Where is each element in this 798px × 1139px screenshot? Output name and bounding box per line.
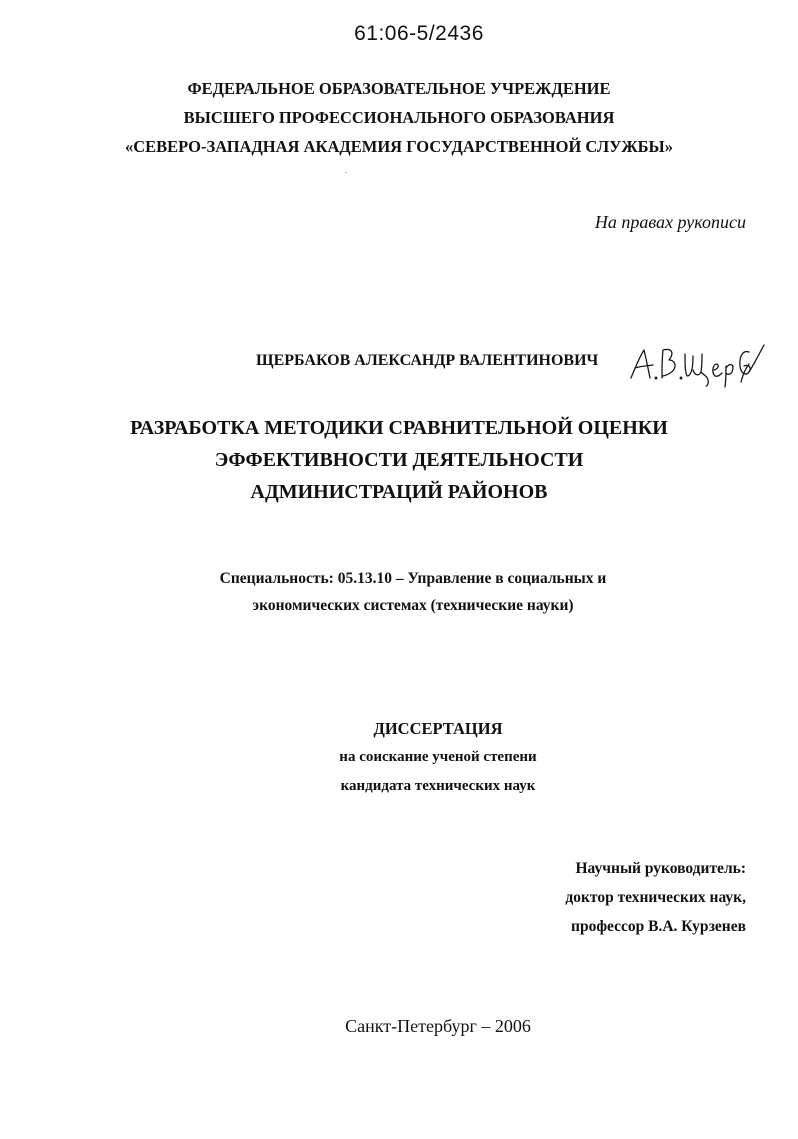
dissertation-title bbox=[0, 412, 798, 508]
author-row bbox=[0, 342, 798, 390]
supervisor-degree: доктор технических наук, bbox=[565, 889, 746, 906]
dissertation-block bbox=[0, 714, 798, 801]
signature-image bbox=[625, 342, 770, 388]
city-year: Санкт-Петербург – 2006 bbox=[345, 1016, 531, 1036]
author-name: ЩЕРБАКОВ АЛЕКСАНДР ВАЛЕНТИНОВИЧ bbox=[256, 352, 599, 369]
archive-code: 61:06-5/2436 bbox=[354, 22, 484, 45]
specialty-line: Специальность: 05.13.10 – Управление в социальных и bbox=[219, 570, 607, 587]
dissertation-heading: ДИССЕРТАЦИЯ bbox=[373, 719, 503, 738]
supervisor-label: Научный руководитель: bbox=[575, 860, 746, 877]
degree-line: кандидата технических наук bbox=[340, 778, 536, 794]
institution-line: ВЫСШЕГО ПРОФЕССИОНАЛЬНОГО ОБРАЗОВАНИЯ bbox=[183, 108, 615, 127]
rights-note: На правах рукописи bbox=[594, 212, 746, 232]
scan-speck bbox=[345, 172, 347, 173]
specialty-line: экономических системах (технические науки) bbox=[252, 597, 574, 614]
institution-line: ФЕДЕРАЛЬНОЕ ОБРАЗОВАТЕЛЬНОЕ УЧРЕЖДЕНИЕ bbox=[187, 79, 611, 98]
institution-line: «СЕВЕРО-ЗАПАДНАЯ АКАДЕМИЯ ГОСУДАРСТВЕННОЙ СЛУЖБЫ» bbox=[125, 137, 673, 156]
supervisor-name: профессор В.А. Курзенев bbox=[571, 918, 746, 935]
institution-block bbox=[0, 74, 798, 161]
title-line: ЭФФЕКТИВНОСТИ ДЕЯТЕЛЬНОСТИ bbox=[214, 449, 584, 471]
title-line: РАЗРАБОТКА МЕТОДИКИ СРАВНИТЕЛЬНОЙ ОЦЕНКИ bbox=[130, 417, 668, 439]
specialty-block bbox=[0, 565, 798, 619]
supervisor-block bbox=[565, 854, 746, 941]
title-line: АДМИНИСТРАЦИЙ РАЙОНОВ bbox=[250, 481, 548, 503]
degree-line: на соискание ученой степени bbox=[339, 749, 537, 765]
